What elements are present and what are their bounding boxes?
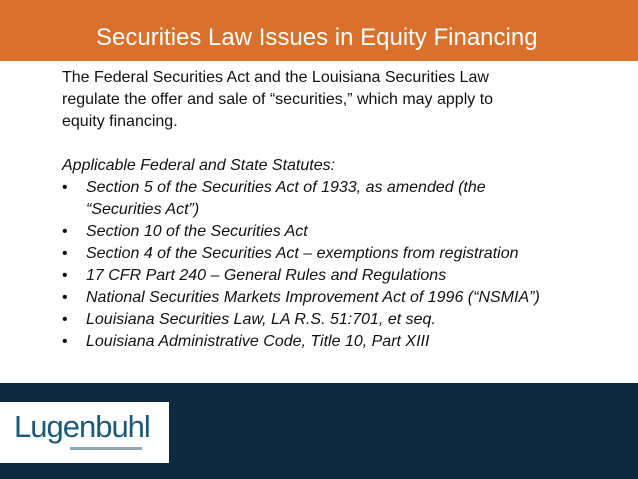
statute-text: Louisiana Administrative Code, Title 10, Part XIII [86,333,430,350]
bullet-icon: • [62,245,68,262]
slide-title: Securities Law Issues in Equity Financing [96,24,538,51]
statute-text: Section 5 of the Securities Act of 1933, as amended (the [86,179,486,196]
statutes-list [62,177,622,353]
statute-item [62,221,622,243]
statute-item [62,177,622,221]
intro-line: equity financing. [62,113,178,130]
statute-text: Louisiana Securities Law, LA R.S. 51:701, et seq. [86,311,436,328]
statute-item [62,265,622,287]
logo-wordmark: Lugenbuhl [14,409,150,444]
bullet-icon: • [62,267,68,284]
title-bar [0,0,638,61]
bullet-icon: • [62,223,68,240]
statute-item [62,309,622,331]
statute-text: Section 4 of the Securities Act – exemptions from registration [86,245,519,262]
statutes-heading: Applicable Federal and State Statutes: [62,157,336,174]
statute-item [62,287,622,309]
intro-line: regulate the offer and sale of “securities,” which may apply to [62,91,494,108]
bullet-icon: • [62,179,68,196]
statute-text: Section 10 of the Securities Act [86,223,308,240]
statute-text-continued: “Securities Act”) [86,201,200,218]
intro-line: The Federal Securities Act and the Louisiana Securities Law [62,69,489,86]
bullet-icon: • [62,333,68,350]
statute-text: National Securities Markets Improvement Act of 1996 (“NSMIA”) [86,289,540,306]
slide-content [62,67,622,353]
statute-text: 17 CFR Part 240 – General Rules and Regulations [86,267,447,284]
bullet-icon: • [62,311,68,328]
statute-item [62,243,622,265]
company-logo [0,402,169,463]
bullet-icon: • [62,289,68,306]
statute-item [62,331,622,353]
logo-tagline-mark [70,447,142,450]
intro-paragraph [62,67,622,133]
